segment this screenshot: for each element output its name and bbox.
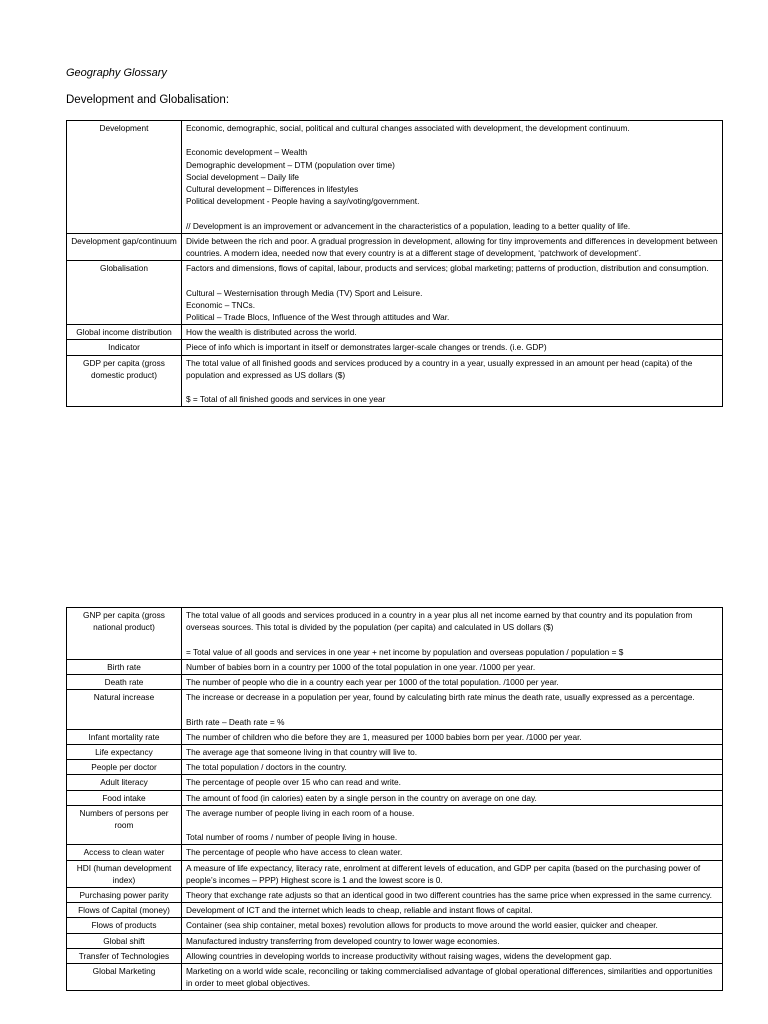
- glossary-term: Access to clean water: [67, 845, 182, 860]
- glossary-row: [67, 903, 723, 918]
- glossary-definition: Manufactured industry transferring from developed country to lower wage economies.: [186, 935, 500, 946]
- glossary-definition: The increase or decrease in a population per year, found by calculating birth rate minus the death rate, usually expressed as a percentage. Birth rate – Death rate = %: [186, 692, 695, 727]
- glossary-term: People per doctor: [67, 760, 182, 775]
- glossary-definition: How the wealth is distributed across the world.: [186, 327, 357, 338]
- glossary-definition: The total population / doctors in the country.: [186, 762, 347, 773]
- glossary-definition: The total value of all finished goods and services produced by a country in a year, usually expressed in an amount per head (capita) of the population and expressed as US dollars ($) $ = Total of all finished goods and services in one year: [186, 357, 693, 405]
- glossary-row: [67, 690, 723, 730]
- glossary-definition-cell: [182, 355, 723, 407]
- glossary-row: [67, 340, 723, 355]
- glossary-definition-cell: [182, 233, 723, 260]
- glossary-term: Flows of products: [67, 918, 182, 933]
- glossary-row: [67, 860, 723, 887]
- glossary-definition: Theory that exchange rate adjusts so that an identical good in two different countries has the same price when expressed in the same currency.: [186, 890, 712, 901]
- glossary-definition-cell: [182, 918, 723, 933]
- glossary-definition: The number of people who die in a country each year per 1000 of the total population. /1000 per year.: [186, 677, 559, 688]
- glossary-row: [67, 121, 723, 234]
- glossary-definition-cell: [182, 860, 723, 887]
- glossary-row: [67, 325, 723, 340]
- glossary-term: Development: [67, 121, 182, 234]
- section-heading: Development and Globalisation:: [66, 94, 230, 106]
- glossary-term: Globalisation: [67, 261, 182, 325]
- glossary-definition-cell: [182, 340, 723, 355]
- glossary-definition-cell: [182, 775, 723, 790]
- glossary-definition: Allowing countries in developing worlds to increase productivity without raising wages, widens the development gap.: [186, 950, 612, 961]
- glossary-definition-cell: [182, 903, 723, 918]
- glossary-definition-cell: [182, 964, 723, 991]
- glossary-definition-cell: [182, 675, 723, 690]
- glossary-term: HDI (human development index): [67, 860, 182, 887]
- glossary-table-1: [66, 120, 723, 407]
- glossary-definition-cell: [182, 261, 723, 325]
- glossary-row: [67, 948, 723, 963]
- glossary-term: Global income distribution: [67, 325, 182, 340]
- glossary-row: [67, 933, 723, 948]
- glossary-row: [67, 729, 723, 744]
- glossary-term: Transfer of Technologies: [67, 948, 182, 963]
- glossary-term: Global shift: [67, 933, 182, 948]
- glossary-definition-cell: [182, 608, 723, 660]
- glossary-row: [67, 233, 723, 260]
- glossary-term: Infant mortality rate: [67, 729, 182, 744]
- glossary-definition: Divide between the rich and poor. A gradual progression in development, allowing for tiny improvements and differences in development between countries. A modern idea, needed now that every country is at a different stage of development, ‘patchwork of development’.: [186, 235, 718, 259]
- glossary-definition-cell: [182, 690, 723, 730]
- glossary-definition-cell: [182, 845, 723, 860]
- glossary-definition: The average number of people living in each room of a house. Total number of rooms / number of people living in house.: [186, 807, 415, 843]
- glossary-definition-cell: [182, 933, 723, 948]
- glossary-definition: The percentage of people over 15 who can read and write.: [186, 777, 401, 788]
- glossary-term: Flows of Capital (money): [67, 903, 182, 918]
- glossary-table-1-body: [67, 121, 723, 407]
- glossary-term: Purchasing power parity: [67, 888, 182, 903]
- glossary-definition-cell: [182, 325, 723, 340]
- glossary-definition-cell: [182, 888, 723, 903]
- glossary-definition-cell: [182, 659, 723, 674]
- glossary-definition-cell: [182, 805, 723, 845]
- glossary-definition: Number of babies born in a country per 1000 of the total population in one year. /1000 per year.: [186, 661, 536, 672]
- glossary-term: GDP per capita (gross domestic product): [67, 355, 182, 407]
- glossary-term: GNP per capita (gross national product): [67, 608, 182, 660]
- glossary-definition: The total value of all goods and services produced in a country in a year plus all net income earned by that country and its population from overseas sources. This total is divided by the population (per capita) and calculated in US dollars ($) = Total value of all goods and services in one year + net income by population and overseas population / population = $: [186, 610, 693, 657]
- glossary-definition-cell: [182, 729, 723, 744]
- glossary-definition: Piece of info which is important in itself or demonstrates larger-scale changes or trends. (i.e. GDP): [186, 342, 547, 353]
- glossary-row: [67, 745, 723, 760]
- glossary-row: [67, 805, 723, 845]
- glossary-table-2-body: [67, 608, 723, 991]
- glossary-row: [67, 355, 723, 407]
- glossary-row: [67, 675, 723, 690]
- glossary-row: [67, 845, 723, 860]
- glossary-definition: Container (sea ship container, metal boxes) revolution allows for products to move around the world easier, quicker and cheaper.: [186, 920, 658, 931]
- glossary-row: [67, 790, 723, 805]
- glossary-term: Food intake: [67, 790, 182, 805]
- glossary-term: Natural increase: [67, 690, 182, 730]
- glossary-definition: Economic, demographic, social, political and cultural changes associated with development, the development continuum. Economic development – Wealth Demographic development – DTM (population over time) Social development – Daily life Cultural development – Differences in lifestyles Political development - People having a say/voting/government. // Development is an improvement or advancement in the characteristics of a population, leading to a better quality of life.: [186, 123, 631, 231]
- glossary-definition: Factors and dimensions, flows of capital, labour, products and services; global marketing; patterns of production, distribution and consumption. Cultural – Westernisation through Media (TV) Sport and Leisure. Economic – TNCs. Political – Trade Blocs, Influence of the West through attitudes and War.: [186, 263, 709, 323]
- glossary-definition-cell: [182, 745, 723, 760]
- glossary-definition: The amount of food (in calories) eaten by a single person in the country on average on one day.: [186, 792, 537, 803]
- glossary-term: Death rate: [67, 675, 182, 690]
- glossary-term: Life expectancy: [67, 745, 182, 760]
- glossary-definition: The number of children who die before they are 1, measured per 1000 babies born per year. /1000 per year.: [186, 731, 582, 742]
- glossary-row: [67, 888, 723, 903]
- glossary-row: [67, 659, 723, 674]
- document-title: Geography Glossary: [66, 67, 167, 79]
- glossary-term: Indicator: [67, 340, 182, 355]
- glossary-term: Birth rate: [67, 659, 182, 674]
- glossary-row: [67, 775, 723, 790]
- glossary-definition: Development of ICT and the internet which leads to cheap, reliable and instant flows of capital.: [186, 905, 533, 916]
- glossary-row: [67, 964, 723, 991]
- glossary-term: Numbers of persons per room: [67, 805, 182, 845]
- glossary-row: [67, 760, 723, 775]
- glossary-definition-cell: [182, 760, 723, 775]
- glossary-term: Development gap/continuum: [67, 233, 182, 260]
- glossary-row: [67, 261, 723, 325]
- glossary-definition: Marketing on a world wide scale, reconciling or taking commercialised advantage of global operational differences, similarities and opportunities in order to meet global objectives.: [186, 966, 713, 989]
- glossary-term: Global Marketing: [67, 964, 182, 991]
- glossary-definition-cell: [182, 948, 723, 963]
- glossary-definition: The percentage of people who have access to clean water.: [186, 847, 403, 858]
- glossary-definition: A measure of life expectancy, literacy rate, enrolment at different levels of education, and GDP per capita (based on the purchasing power of people’s incomes – PPP) Highest score is 1 and the lowest score is 0.: [186, 862, 701, 885]
- glossary-row: [67, 918, 723, 933]
- glossary-term: Adult literacy: [67, 775, 182, 790]
- glossary-table-2: [66, 607, 723, 991]
- glossary-definition-cell: [182, 790, 723, 805]
- glossary-row: [67, 608, 723, 660]
- glossary-definition: The average age that someone living in that country will live to.: [186, 747, 418, 758]
- glossary-definition-cell: [182, 121, 723, 234]
